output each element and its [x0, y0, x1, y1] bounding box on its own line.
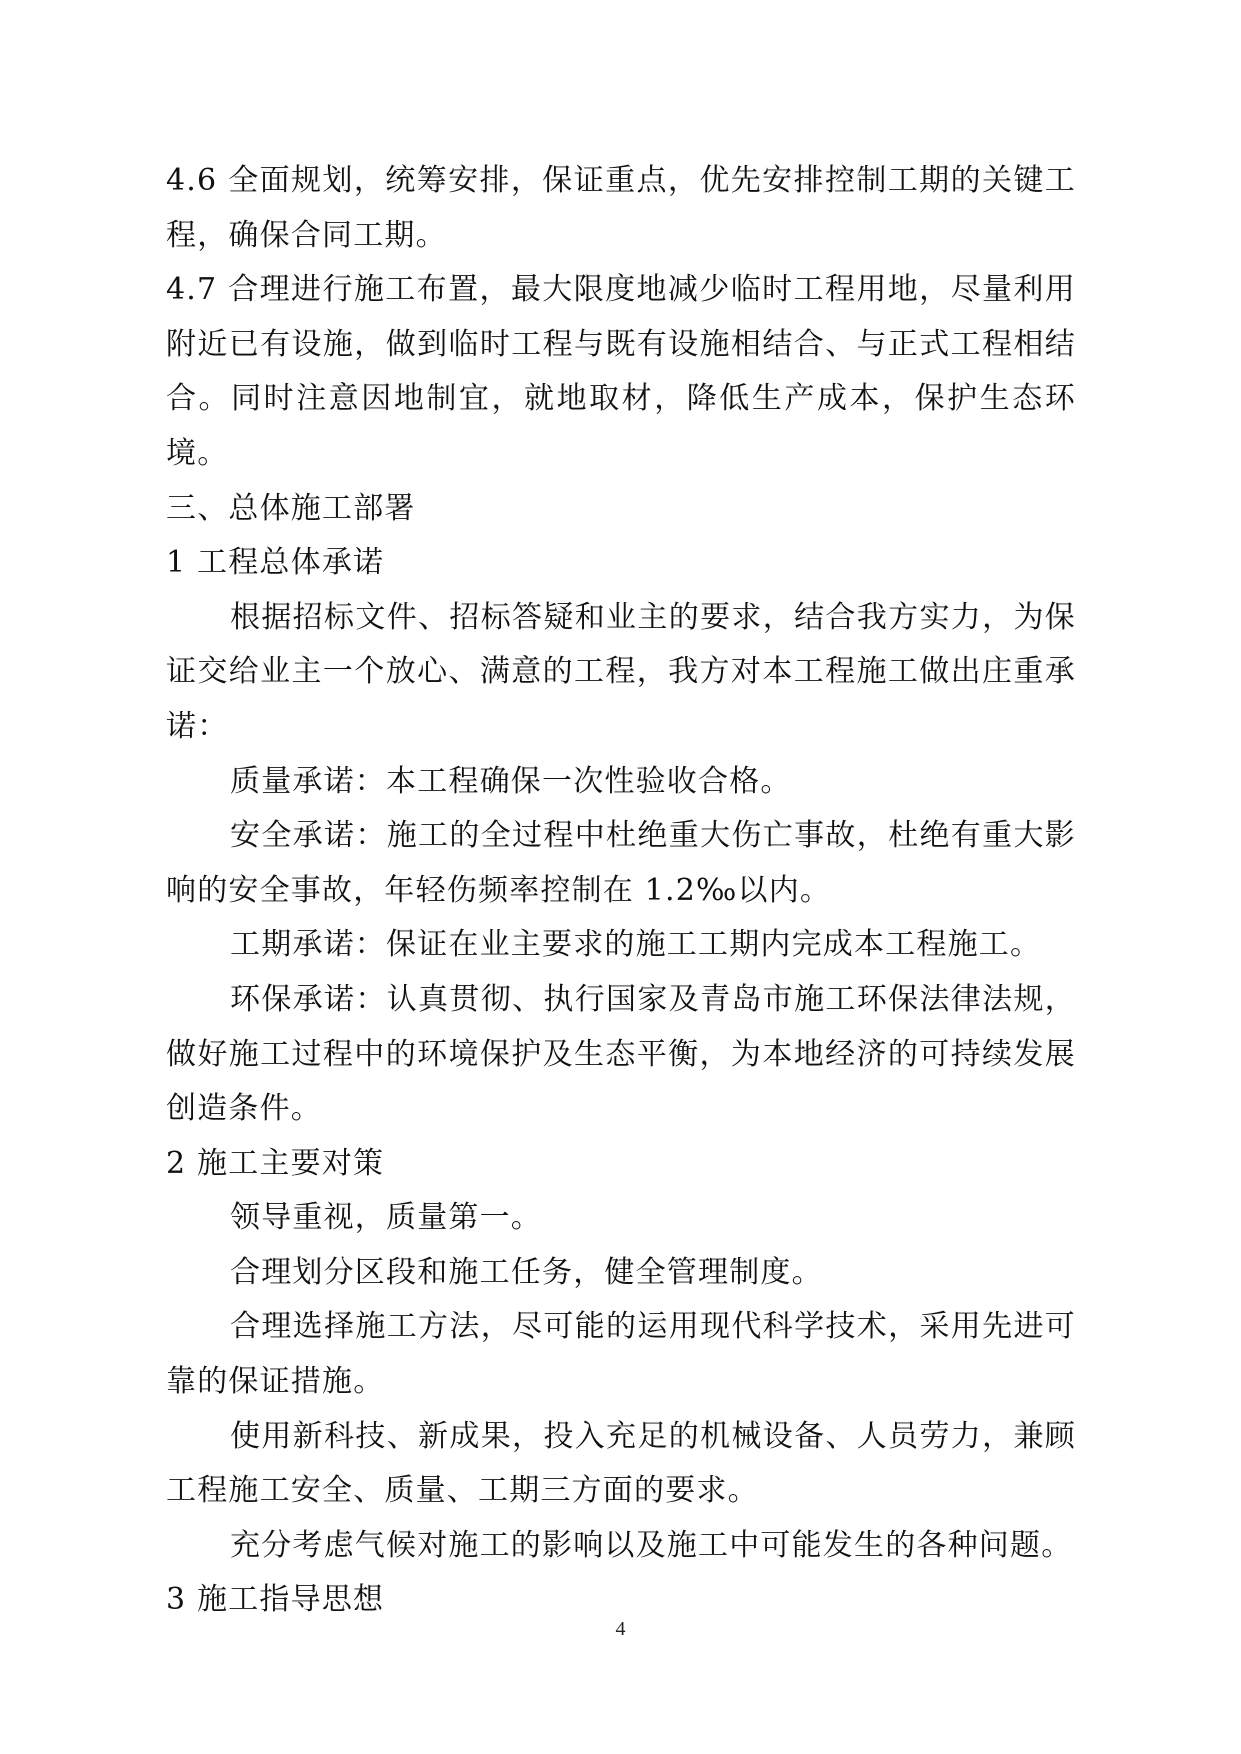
- paragraph-4-7: 4.7 合理进行施工布置，最大限度地减少临时工程用地，尽量利用附近已有设施，做到临时工程与既有设施相结合、与正式工程相结合。同时注意因地制宜，就地取材，降低生产成本，保护生态环境。: [166, 272, 1076, 471]
- paragraph-leadership: 领导重视，质量第一。: [230, 1200, 542, 1236]
- document-body: [166, 154, 1076, 1628]
- paragraph-quality-commitment: 质量承诺：本工程确保一次性验收合格。: [230, 763, 792, 799]
- paragraph-section-division: 合理划分区段和施工任务，健全管理制度。: [230, 1254, 823, 1290]
- paragraph-schedule-commitment: 工期承诺：保证在业主要求的施工工期内完成本工程施工。: [230, 927, 1042, 963]
- paragraph-commitment-intro: 根据招标文件、招标答疑和业主的要求，结合我方实力，为保证交给业主一个放心、满意的工程，我方对本工程施工做出庄重承诺：: [166, 599, 1076, 744]
- paragraph-safety-commitment: 安全承诺：施工的全过程中杜绝重大伤亡事故，杜绝有重大影响的安全事故，年轻伤频率控制在 1.2‰以内。: [166, 818, 1076, 908]
- subheading-main-countermeasures: 2 施工主要对策: [166, 1145, 385, 1181]
- paragraph-environment-commitment: 环保承诺：认真贯彻、执行国家及青岛市施工环保法律法规，做好施工过程中的环境保护及生态平衡，为本地经济的可持续发展创造条件。: [166, 981, 1076, 1127]
- subheading-guiding-ideology: 3 施工指导思想: [166, 1582, 385, 1618]
- paragraph-4-6: 4.6 全面规划，统筹安排，保证重点，优先安排控制工期的关键工程，确保合同工期。: [166, 163, 1076, 253]
- subheading-project-commitment: 1 工程总体承诺: [166, 545, 385, 581]
- page-number: 4: [615, 1618, 626, 1640]
- paragraph-new-technology: 使用新科技、新成果，投入充足的机械设备、人员劳力，兼顾工程施工安全、质量、工期三方面的要求。: [166, 1418, 1076, 1509]
- section-heading-overall-deployment: 三、总体施工部署: [166, 490, 416, 526]
- paragraph-climate-impact: 充分考虑气候对施工的影响以及施工中可能发生的各种问题。: [230, 1527, 1073, 1563]
- paragraph-construction-methods: 合理选择施工方法，尽可能的运用现代科学技术，采用先进可靠的保证措施。: [166, 1309, 1076, 1400]
